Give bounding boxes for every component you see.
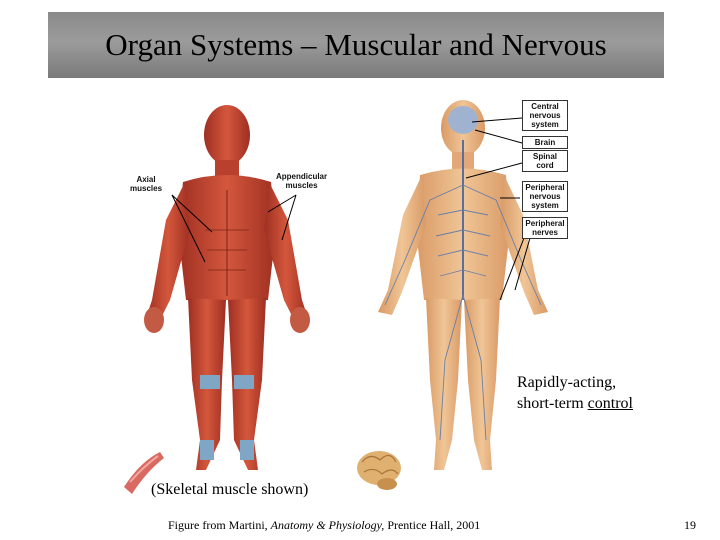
label-spinal-cord — [522, 150, 568, 172]
label-line: Central — [531, 102, 559, 111]
axial-label-line1: Axial — [136, 175, 156, 184]
figure-caption — [168, 518, 480, 533]
skeletal-note: (Skeletal muscle shown) — [151, 481, 309, 498]
label-peripheral-nerves — [522, 217, 568, 239]
rapid-line2-underlined: control — [587, 395, 633, 412]
brain-image — [357, 451, 401, 490]
label-line: nervous — [529, 192, 561, 201]
label-line: nerves — [532, 228, 558, 237]
label-line: Peripheral — [525, 183, 565, 192]
slide-title: Organ Systems – Muscular and Nervous — [105, 27, 607, 62]
label-line: Peripheral — [525, 219, 565, 228]
label-peripheral-nervous-system — [522, 181, 568, 212]
caption-prefix: Figure from Martini, — [168, 518, 271, 532]
label-line: Spinal — [532, 152, 557, 161]
rapid-acting-note — [517, 372, 633, 414]
page-number: 19 — [684, 518, 696, 532]
axial-muscles-label — [130, 175, 162, 193]
label-line: cord — [536, 161, 554, 170]
caption-italic: Anatomy & Physiology, — [270, 518, 385, 532]
label-line: nervous — [529, 111, 561, 120]
axial-label-line2: muscles — [130, 184, 163, 193]
appendicular-label-line1: Appendicular — [276, 172, 328, 181]
label-line: system — [531, 120, 559, 129]
label-line: system — [531, 201, 559, 210]
label-line: Brain — [534, 138, 556, 147]
label-central-nervous-system — [522, 100, 568, 131]
label-brain — [522, 136, 568, 149]
appendicular-muscles-label — [276, 172, 327, 190]
rapid-line2 — [517, 393, 633, 414]
caption-suffix: Prentice Hall, 2001 — [384, 518, 481, 532]
rapid-line2-plain: short-term — [517, 395, 588, 412]
rapid-line1: Rapidly-acting, — [517, 374, 617, 391]
muscular-body — [144, 105, 310, 470]
appendicular-label-line2: muscles — [285, 181, 318, 190]
